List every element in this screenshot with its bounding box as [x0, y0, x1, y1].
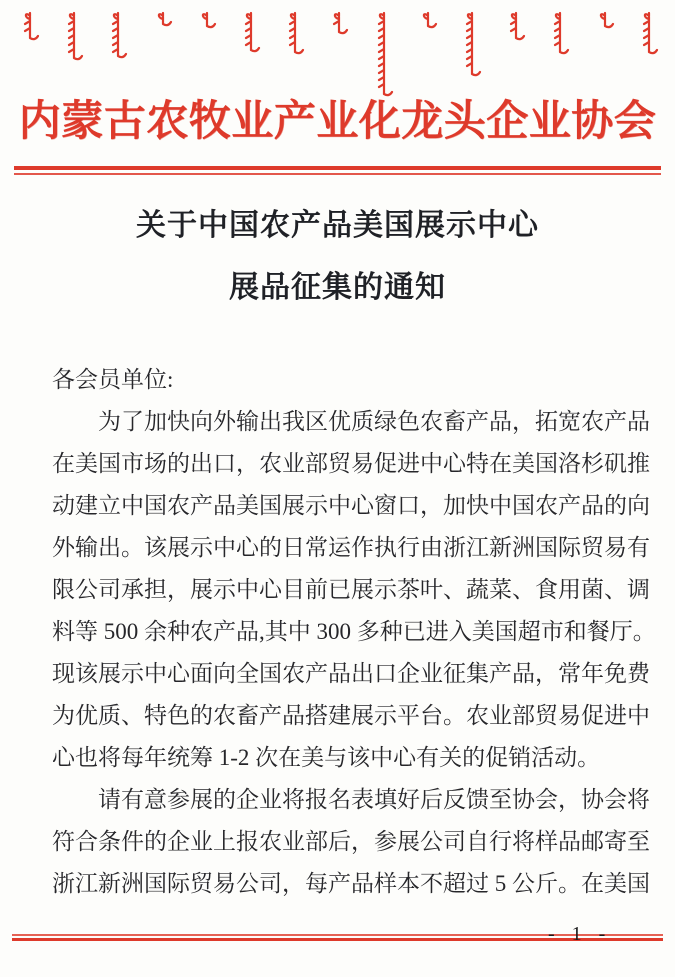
body-line: 在美国市场的出口，农业部贸易促进中心特在美国洛杉矶推: [52, 451, 650, 476]
mongolian-script-word: [153, 8, 173, 32]
mongolian-script-word: [639, 8, 659, 60]
mongolian-script-word: [241, 8, 261, 58]
page-number: - 1 -: [548, 923, 612, 945]
mongolian-script-word: [108, 8, 128, 64]
body-line: 为了加快向外输出我区优质绿色农畜产品，拓宽农产品: [98, 409, 650, 434]
document-body: [52, 359, 656, 905]
mongolian-script-word: [595, 8, 615, 34]
body-line: 请有意参展的企业将报名表填好后反馈至协会，协会将: [98, 787, 650, 812]
body-line: 料等 500 余种农产品,其中 300 多种已进入美国超市和餐厅。: [52, 619, 656, 644]
mongolian-script-word: [64, 8, 84, 66]
mongolian-script-word: [197, 8, 217, 34]
mongolian-script-word: [462, 8, 482, 82]
mongolian-script-word: [329, 8, 349, 40]
mongolian-script-word: [20, 8, 40, 46]
organization-masthead: 内蒙古农牧业产业化龙头企业协会: [18, 99, 657, 145]
mongolian-script-word: [374, 8, 394, 102]
mongolian-script-word: [418, 8, 438, 34]
masthead-rule-thick: [14, 166, 661, 170]
body-paragraph: [52, 401, 656, 779]
body-line: 动建立中国农产品美国展示中心窗口，加快中国农产品的向: [52, 493, 650, 518]
body-line: 心也将每年统筹 1-2 次在美与该中心有关的促销活动。: [52, 745, 601, 770]
body-line: 现该展示中心面向全国农产品出口企业征集产品，常年免费: [52, 661, 650, 686]
body-line: 限公司承担，展示中心目前已展示茶叶、蔬菜、食用菌、调: [52, 577, 650, 602]
mongolian-script-word: [506, 8, 526, 46]
salutation: 各会员单位:: [52, 367, 174, 392]
document-title-line1: 关于中国农产品美国展示中心: [136, 209, 539, 242]
document-title-line2: 展品征集的通知: [229, 271, 446, 304]
masthead-rule-thin: [14, 173, 661, 175]
mongolian-script-word: [285, 8, 305, 60]
body-line: 为优质、特色的农畜产品搭建展示平台。农业部贸易促进中: [52, 703, 650, 728]
body-line: 外输出。该展示中心的日常运作执行由浙江新洲国际贸易有: [52, 535, 650, 560]
document-title: [0, 206, 675, 308]
body-line: 浙江新洲国际贸易公司，每产品样本不超过 5 公斤。在美国: [52, 871, 650, 896]
mongolian-script-word: [550, 8, 570, 60]
masthead-rule: [14, 166, 661, 175]
body-line: 符合条件的企业上报农业部后，参展公司自行将样品邮寄至: [52, 829, 650, 854]
body-paragraph: [52, 779, 650, 905]
